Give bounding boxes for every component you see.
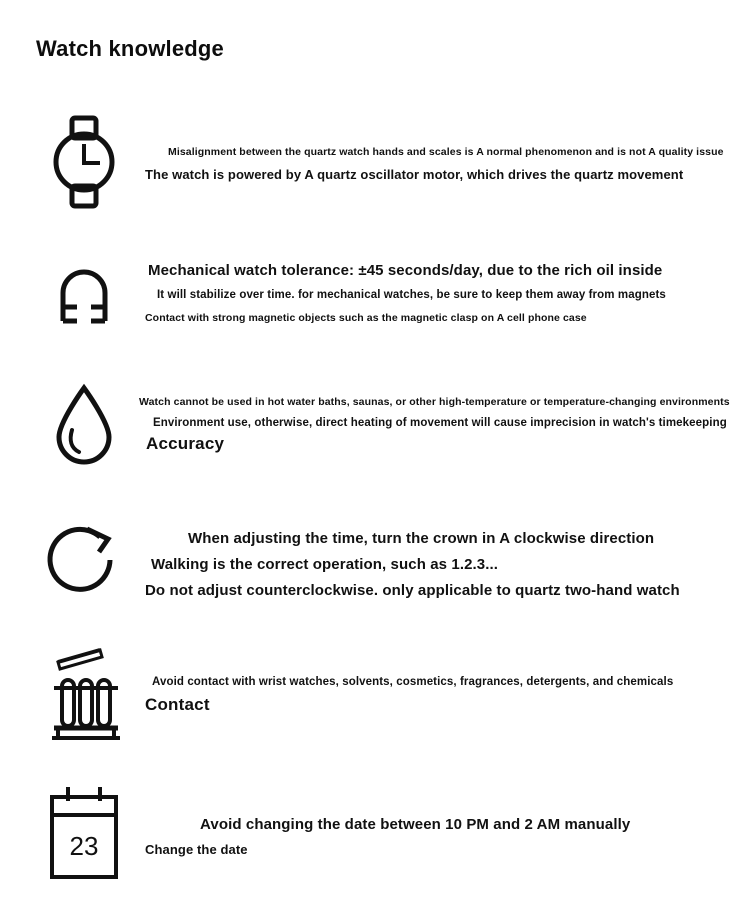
- section-line: The watch is powered by A quartz oscillator motor, which drives the quartz movement: [145, 167, 684, 182]
- svg-text:23: 23: [69, 831, 99, 861]
- section-line: Misalignment between the quartz watch hands and scales is A normal phenomenon and is not A quality issue: [168, 146, 724, 158]
- section-line: Watch cannot be used in hot water baths, saunas, or other high-temperature or temperature-changing environments: [139, 396, 730, 408]
- section-line: Avoid changing the date between 10 PM and 2 AM manually: [200, 816, 631, 833]
- calendar-icon: [34, 780, 134, 890]
- wristwatch-icon: [34, 112, 134, 212]
- section-date-change-text: [140, 816, 740, 857]
- test-tube-rack-icon: [34, 640, 134, 750]
- water-drop-icon: [34, 380, 134, 470]
- section-line: Do not adjust counterclockwise. only applicable to quartz two-hand watch: [145, 582, 680, 599]
- section-quartz-text: [140, 146, 740, 182]
- section-line: Accuracy: [146, 434, 225, 453]
- section-magnetism-text: [140, 262, 740, 324]
- page-title: Watch knowledge: [36, 36, 224, 61]
- section-line: Walking is the correct operation, such as 1.2.3...: [151, 556, 499, 573]
- section-line: When adjusting the time, turn the crown in A clockwise direction: [188, 530, 655, 547]
- section-line: Mechanical watch tolerance: ±45 seconds/day, due to the rich oil inside: [148, 262, 663, 279]
- section-line: Avoid contact with wrist watches, solvents, cosmetics, fragrances, detergents, and chemicals: [152, 676, 674, 688]
- magnet-icon: [34, 250, 134, 340]
- section-water-resistance-text: [140, 396, 740, 454]
- section-line: Environment use, otherwise, direct heating of movement will cause imprecision in watch's timekeeping: [153, 417, 727, 429]
- section-line: It will stabilize over time. for mechanical watches, be sure to keep them away from magnets: [157, 289, 666, 301]
- section-chemical-contact-text: [140, 676, 740, 715]
- section-line: Change the date: [145, 842, 248, 857]
- section-line: Contact with strong magnetic objects such as the magnetic clasp on A cell phone case: [145, 312, 587, 324]
- section-line: Contact: [145, 695, 210, 714]
- section-time-setting-text: [140, 530, 740, 599]
- clockwise-arrow-icon: [34, 510, 134, 610]
